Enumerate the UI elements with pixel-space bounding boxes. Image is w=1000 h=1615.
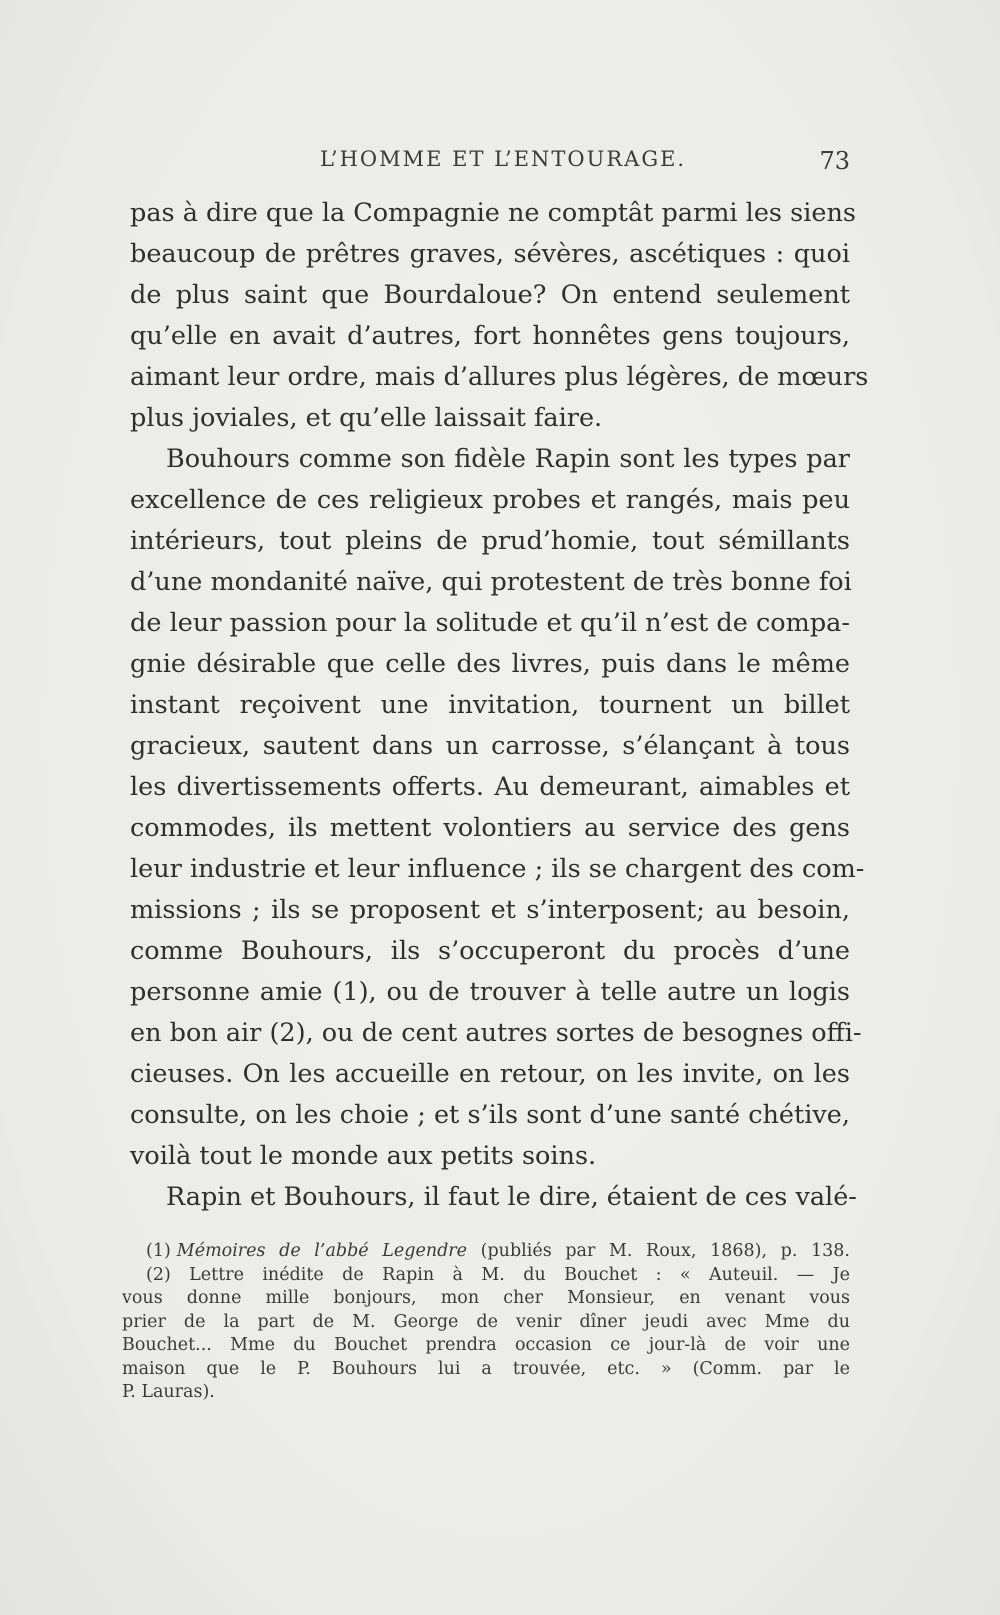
footnote-1-title: Mémoires de l’abbé Legendre (176, 1241, 468, 1261)
footnote-2-line: P. Lauras). (122, 1382, 215, 1402)
body-line: leur industrie et leur influence ; ils se chargent des com- (130, 854, 865, 884)
body-line: pas à dire que la Compagnie ne comptât parmi les siens (130, 198, 856, 228)
running-title: L’HOMME ET L’ENTOURAGE. (320, 147, 687, 171)
body-line: voilà tout le monde aux petits soins. (130, 1141, 597, 1171)
body-line: Rapin et Bouhours, il faut le dire, étaient de ces valé- (166, 1182, 857, 1212)
body-line: les divertissements offerts. Au demeurant, aimables et (130, 772, 850, 802)
body-line: commodes, ils mettent volontiers au service des gens (130, 813, 850, 843)
body-line: missions ; ils se proposent et s’interposent; au besoin, (130, 895, 850, 925)
footnote-2-line: Bouchet... Mme du Bouchet prendra occasion ce jour-là de voir une (122, 1335, 850, 1355)
body-line: excellence de ces religieux probes et rangés, mais peu (130, 485, 850, 515)
body-line: plus joviales, et qu’elle laissait faire. (130, 403, 603, 433)
body-line: de plus saint que Bourdaloue? On entend seulement (130, 280, 850, 310)
footnote-2-line: maison que le P. Bouhours lui a trouvée, etc. » (Comm. par le (122, 1358, 850, 1379)
footnotes (122, 1240, 850, 1405)
body-line: aimant leur ordre, mais d’allures plus légères, de mœurs (130, 362, 869, 392)
body-line: cieuses. On les accueille en retour, on les invite, on les (130, 1059, 850, 1089)
body-line: instant reçoivent une invitation, tournent un billet (130, 690, 850, 720)
body-line: en bon air (2), ou de cent autres sortes de besognes offi- (130, 1018, 862, 1048)
body-text (130, 193, 869, 1218)
footnote-2 (122, 1264, 850, 1405)
body-line: Bouhours comme son fidèle Rapin sont les types par (166, 444, 850, 474)
running-head (130, 147, 850, 181)
body-line: beaucoup de prêtres graves, sévères, ascétiques : quoi (130, 239, 850, 269)
footnote-2-line: (2) Lettre inédite de Rapin à M. du Bouchet : « Auteuil. — Je (146, 1264, 850, 1285)
body-line: qu’elle en avait d’autres, fort honnêtes gens toujours, (130, 321, 850, 351)
body-line: d’une mondanité naïve, qui protestent de très bonne foi (130, 567, 852, 597)
footnote-1-mark: (1) (146, 1241, 171, 1261)
body-line: intérieurs, tout pleins de prud’homie, tout sémillants (130, 526, 850, 556)
body-line: comme Bouhours, ils s’occuperont du procès d’une (130, 936, 850, 966)
footnote-1-rest: (publiés par M. Roux, 1868), p. 138. (467, 1241, 850, 1261)
body-line: consulte, on les choie ; et s’ils sont d’une santé chétive, (130, 1100, 850, 1130)
body-line: personne amie (1), ou de trouver à telle autre un logis (130, 977, 850, 1007)
footnote-2-line: prier de la part de M. George de venir dîner jeudi avec Mme du (122, 1311, 850, 1332)
body-line: gnie désirable que celle des livres, puis dans le même (130, 649, 850, 679)
footnote-2-line: vous donne mille bonjours, mon cher Monsieur, en venant vous (122, 1288, 850, 1308)
body-line: gracieux, sautent dans un carrosse, s’élançant à tous (130, 731, 850, 761)
footnote-1 (122, 1240, 850, 1264)
page-number: 73 (819, 147, 850, 175)
body-line: de leur passion pour la solitude et qu’il n’est de compa- (130, 608, 850, 638)
